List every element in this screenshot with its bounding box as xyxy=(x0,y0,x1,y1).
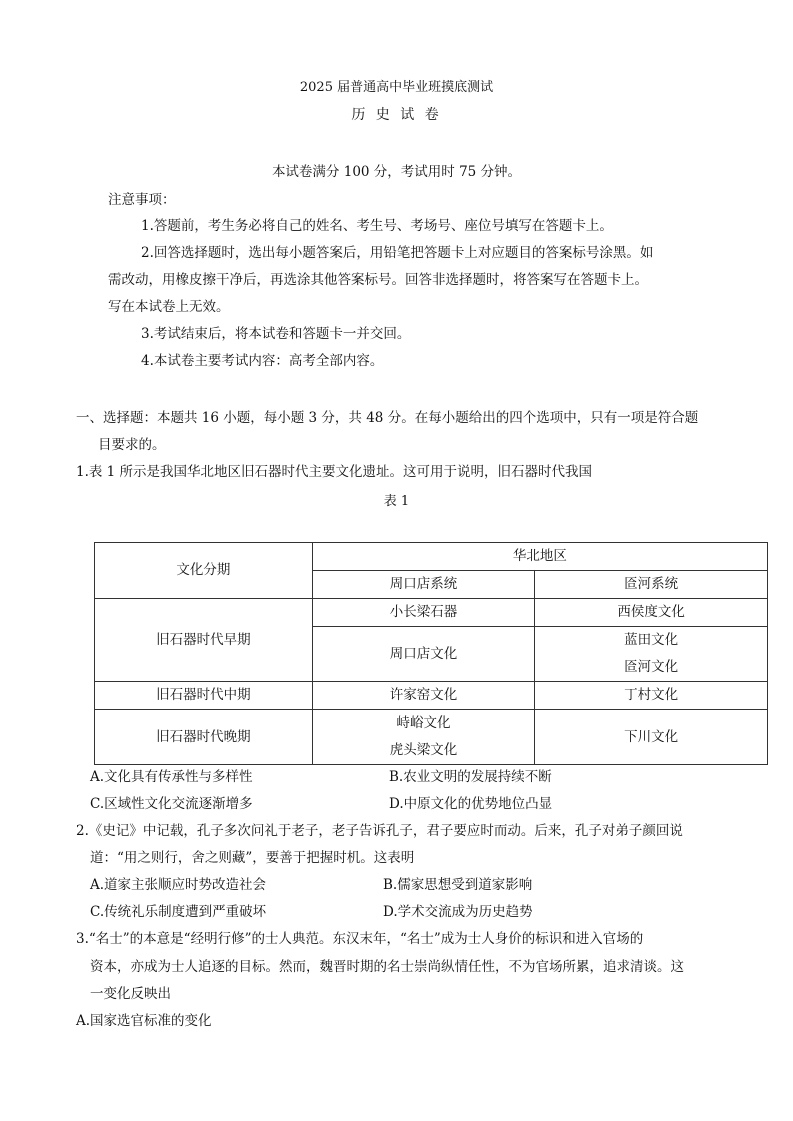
table-cell: 周口店文化 xyxy=(312,627,535,682)
section-heading: 一、选择题：本题共 16 小题，每小题 3 分，共 48 分。在每小题给出的四个选项中，只有一项是符合题 xyxy=(76,410,699,426)
cell-line: 峙峪文化 xyxy=(396,715,451,731)
table-cell: 丁村文化 xyxy=(535,682,768,710)
q1-option-a: A.文化具有传承性与多样性 xyxy=(90,769,253,785)
table-cell: 小长梁石器 xyxy=(312,599,535,627)
notice-title: 注意事项： xyxy=(108,192,176,208)
q3-option-a: A.国家选官标准的变化 xyxy=(76,1013,212,1029)
notice-item: 1.答题前，考生务必将自己的姓名、考生号、考场号、座位号填写在答题卡上。 xyxy=(141,218,613,234)
notice-item: 写在本试卷上无效。 xyxy=(108,299,230,315)
notice-item: 4.本试卷主要考试内容：高考全部内容。 xyxy=(141,353,384,369)
section-heading-cont: 目要求的。 xyxy=(98,437,166,453)
question-3-stem-cont: 资本，亦成为士人追逐的目标。然而，魏晋时期的名士崇尚纵情任性，不为官场所累，追求清谈。这 xyxy=(90,959,684,975)
question-3-stem: 3.“名士”的本意是“经明行修”的士人典范。东汉末年，“名士”成为士人身价的标识和进入官场的 xyxy=(76,931,644,947)
notice-item: 需改动，用橡皮擦干净后，再选涂其他答案标号。回答非选择题时，将答案写在答题卡上。 xyxy=(108,272,648,288)
cell-line: 虎头梁文化 xyxy=(389,742,458,758)
header-period: 文化分期 xyxy=(95,543,313,599)
notice-item: 2.回答选择题时，选出每小题答案后，用铅笔把答题卡上对应题目的答案标号涂黑。如 xyxy=(141,245,654,261)
table-cell: 下川文化 xyxy=(535,710,768,765)
q1-option-c: C.区域性文化交流逐渐增多 xyxy=(90,796,253,812)
q1-option-d: D.中原文化的优势地位凸显 xyxy=(389,796,553,812)
q2-option-a: A.道家主张顺应时势改造社会 xyxy=(90,877,267,893)
cell-line: 蓝田文化 xyxy=(624,632,679,648)
q2-option-d: D.学术交流成为历史趋势 xyxy=(383,904,533,920)
culture-sites-table xyxy=(94,542,768,765)
question-2-stem: 2.《史记》中记载，孔子多次问礼于老子，老子告诉孔子，君子要应时而动。后来，孔子对弟子颜回说 xyxy=(76,823,683,839)
table-cell xyxy=(312,710,535,765)
exam-subject: 历 史 试 卷 xyxy=(351,107,442,123)
q2-option-c: C.传统礼乐制度遭到严重破坏 xyxy=(90,904,267,920)
notice-item: 3.考试结束后，将本试卷和答题卡一并交回。 xyxy=(141,326,411,342)
row-early-period: 旧石器时代早期 xyxy=(95,599,313,682)
row-middle-period: 旧石器时代中期 xyxy=(95,682,313,710)
table-cell: 许家窑文化 xyxy=(312,682,535,710)
question-3-stem-cont: 一变化反映出 xyxy=(90,986,171,1002)
score-time-info: 本试卷满分 100 分，考试用时 75 分钟。 xyxy=(271,164,522,180)
q2-option-b: B.儒家思想受到道家影响 xyxy=(383,877,533,893)
table-caption: 表 1 xyxy=(383,494,410,509)
table-cell xyxy=(535,627,768,682)
header-system-2: 匼河系统 xyxy=(535,571,768,599)
header-region: 华北地区 xyxy=(312,543,767,571)
exam-title: 2025 届普通高中毕业班摸底测试 xyxy=(299,80,494,95)
row-late-period: 旧石器时代晚期 xyxy=(95,710,313,765)
table-cell: 西侯度文化 xyxy=(535,599,768,627)
q1-option-b: B.农业文明的发展持续不断 xyxy=(389,769,552,785)
question-1-stem: 1.表 1 所示是我国华北地区旧石器时代主要文化遗址。这可用于说明，旧石器时代我国 xyxy=(76,464,593,480)
question-2-stem-cont: 道：“用之则行，舍之则藏”，要善于把握时机。这表明 xyxy=(90,850,415,866)
header-system-1: 周口店系统 xyxy=(312,571,535,599)
cell-line: 匼河文化 xyxy=(624,659,679,675)
